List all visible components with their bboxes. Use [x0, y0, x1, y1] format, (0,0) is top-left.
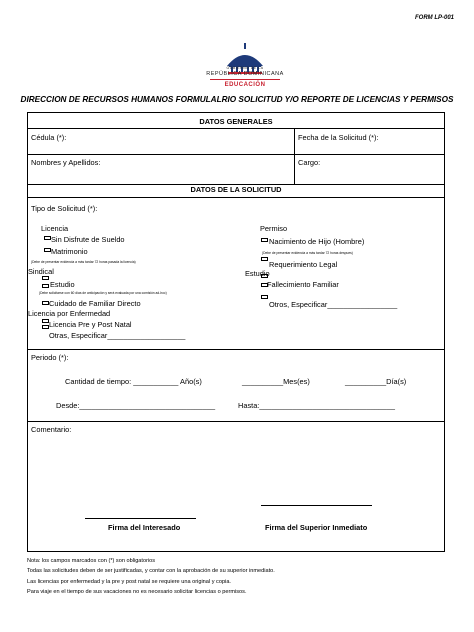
tipo-solicitud-label: Tipo de Solicitud (*): [31, 204, 98, 213]
checkbox-enfermedad[interactable] [42, 319, 49, 323]
checkbox-matrimonio[interactable] [44, 248, 51, 252]
note-matrimonio: (Debe de presentar evidencia a más tardar 72 horas pasada la licencia) [31, 260, 136, 264]
checkbox-pre-post[interactable] [42, 325, 49, 329]
datos-solicitud-title: DATOS DE LA SOLICITUD [190, 185, 282, 194]
comentario-field[interactable] [28, 421, 444, 551]
label-requerimiento: Requerimiento Legal [269, 260, 338, 269]
cedula-label: Cédula (*): [31, 133, 67, 142]
label-fallecimiento: Fallecimiento Familiar [267, 280, 339, 289]
firma-superior-label: Firma del Superior Inmediato [265, 523, 368, 532]
brand-ministry: EDUCACIÓN [224, 82, 266, 88]
cedula-field[interactable] [28, 128, 294, 154]
checkbox-nacimiento[interactable] [261, 238, 268, 242]
label-nacimiento: Nacimiento de Hijo (Hombre) [269, 237, 365, 246]
checkbox-requerimiento[interactable] [261, 257, 268, 261]
datos-generales-title: DATOS GENERALES [199, 117, 273, 126]
label-enfermedad: Licencia por Enfermedad [28, 309, 111, 318]
periodo-label: Periodo (*): [31, 353, 69, 362]
label-otras[interactable]: Otras, Especificar___________________ [49, 331, 186, 340]
permiso-heading: Permiso [260, 224, 288, 233]
nombres-field[interactable] [28, 154, 294, 184]
fecha-label: Fecha de la Solicitud (*): [298, 133, 379, 142]
note-line: Las licencias por enfermedad y la pre y post natal se requiere una original y copia. [27, 578, 231, 585]
checkbox-estudio-permiso[interactable] [261, 274, 268, 278]
firma-superior-line[interactable] [261, 505, 372, 506]
note-nacimiento: (Debe de presentar evidencia a más tardar 72 horas despues) [262, 251, 353, 255]
comentario-label: Comentario: [31, 425, 72, 434]
label-estudio-permiso: Estudio [245, 269, 270, 278]
form-code: FORM LP-001 [414, 15, 454, 21]
form-frame [27, 112, 445, 552]
note-estudio: (Debe solicitarse con 60 días de anticipación y será evaluada por una comisión ad-hoc) [39, 291, 167, 295]
checkbox-otros[interactable] [261, 295, 268, 299]
checkbox-cuidado[interactable] [42, 301, 49, 305]
firma-interesado-label: Firma del Interesado [108, 523, 181, 532]
label-sindical: Sindical [28, 267, 54, 276]
dias-field[interactable]: __________Día(s) [345, 377, 407, 386]
desde-field[interactable]: Desde:_________________________________ [56, 401, 216, 410]
label-otros[interactable]: Otros, Especificar_________________ [269, 300, 398, 309]
note-line: Todas las solicitudes deben de ser justificadas, y contar con la aprobación de su superior inmediato. [27, 568, 275, 575]
licencia-heading: Licencia [41, 224, 69, 233]
meses-field[interactable]: __________Mes(es) [242, 377, 310, 386]
label-sin-disfrute: Sin Disfrute de Sueldo [51, 235, 125, 244]
notes [27, 556, 275, 598]
cargo-field[interactable] [295, 154, 444, 184]
label-estudio-licencia: Estudio [50, 280, 75, 289]
checkbox-sin-disfrute[interactable] [44, 236, 51, 240]
label-cuidado: Cuidado de Familiar Directo [49, 299, 141, 308]
brand-country: REPÚBLICA DOMINICANA [206, 71, 284, 77]
hasta-field[interactable]: Hasta:_________________________________ [238, 401, 396, 410]
fecha-field[interactable] [295, 128, 444, 154]
form-title: DIRECCION DE RECURSOS HUMANOS FORMULALRIO SOLICITUD Y/O REPORTE DE LICENCIAS Y PERMISOS [20, 95, 454, 104]
brand-rule [210, 79, 280, 80]
government-brand [195, 66, 295, 88]
cantidad-tiempo[interactable]: Cantidad de tiempo: ___________ Año(s) [65, 377, 202, 386]
note-line: Para viaje en el tiempo de sus vacaciones no es necesario solicitar licencias o permisos. [27, 589, 247, 596]
cargo-label: Cargo: [298, 158, 321, 167]
note-line: Nota: los campos marcados con (*) son obligatorios [27, 558, 156, 564]
label-matrimonio: Matrimonio [51, 247, 88, 256]
checkbox-sindical[interactable] [42, 276, 49, 280]
checkbox-estudio-licencia[interactable] [42, 284, 49, 288]
brand-small: GOBIERNO DE LA [226, 66, 264, 70]
firma-interesado-line[interactable] [85, 518, 196, 519]
nombres-label: Nombres y Apellidos: [31, 158, 101, 167]
label-pre-post: Licencia Pre y Post Natal [49, 320, 132, 329]
divider [28, 349, 444, 350]
divider [28, 197, 444, 198]
